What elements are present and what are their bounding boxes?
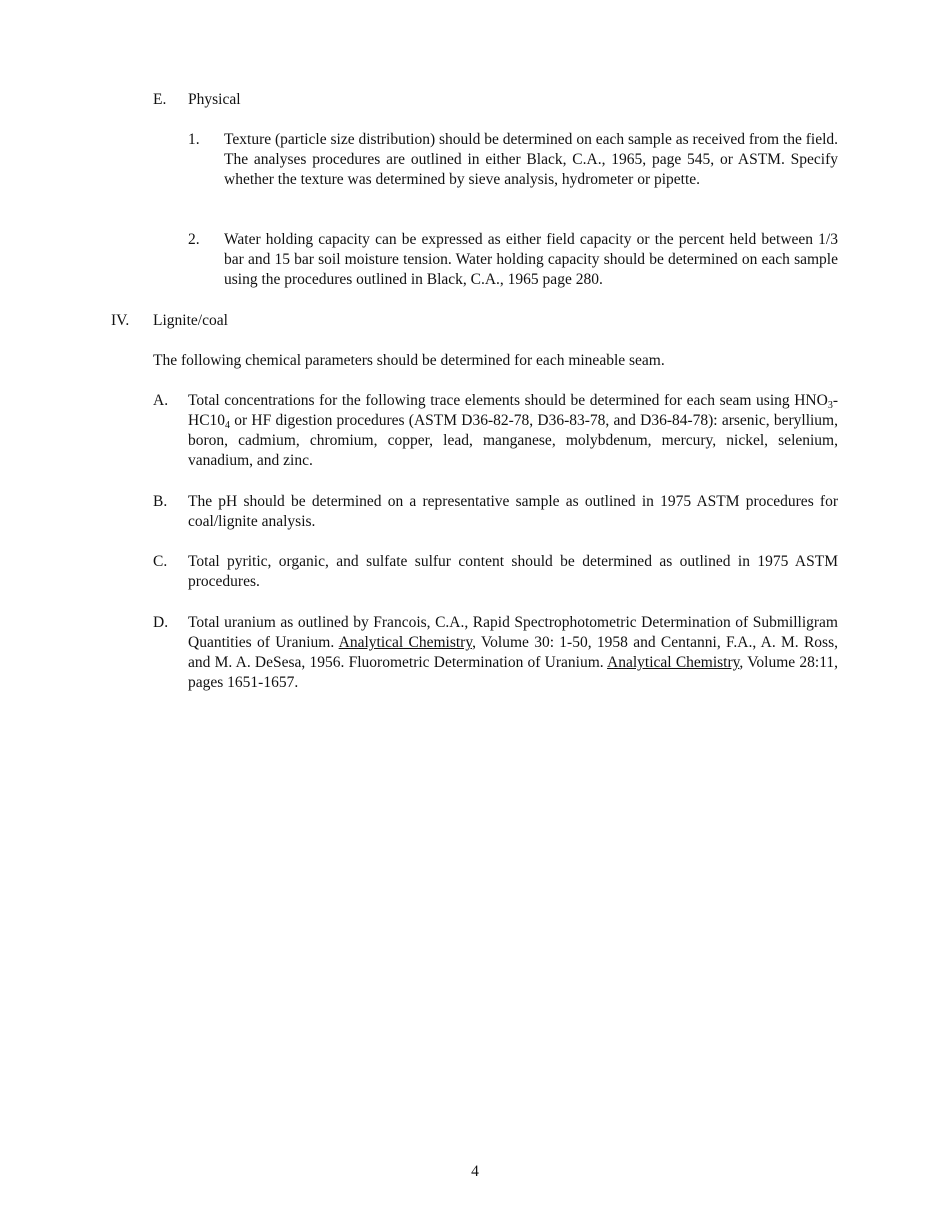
item-d-text-part-1: Total uranium as outlined by Francois, C.A., Rapid Spectrophotometric Determination of Submilligram Quantities of Uranium.	[188, 614, 838, 651]
section-iv-item-a-text	[188, 391, 838, 471]
page-number: 4	[471, 1163, 479, 1180]
section-e-item-2	[188, 230, 838, 290]
section-iv-item-a-label: A.	[153, 392, 169, 409]
section-iv-item-c-label: C.	[153, 553, 168, 570]
section-e-item-2-text: Water holding capacity can be expressed as either field capacity or the percent held between 1/3 bar and 15 bar soil moisture tension. Water holding capacity should be determined on each sample using the procedures outlined in Black, C.A., 1965 page 280.	[224, 231, 838, 288]
section-e-heading	[153, 90, 838, 110]
item-a-subscript-1: 3	[827, 400, 833, 411]
section-iv-item-d-label: D.	[153, 614, 169, 631]
item-d-text-part-2: , Volume 30: 1-50, 1958 and Centanni, F.A., A. M. Ross, and M. A. DeSesa, 1956. Fluorometric Determination of Uranium.	[188, 634, 838, 671]
item-a-text-part-2: -HC10	[188, 392, 838, 429]
section-iv-item-c	[153, 552, 838, 592]
section-iv-title: Lignite/coal	[153, 312, 228, 329]
item-d-text-part-3: , Volume 28:11, pages 1651-1657.	[188, 654, 839, 691]
section-e-item-2-label: 2.	[188, 231, 200, 248]
section-e-item-1	[188, 130, 838, 190]
section-iv-item-b	[153, 492, 838, 532]
item-a-subscript-2: 4	[225, 420, 231, 431]
section-e-title: Physical	[188, 91, 241, 108]
section-iv-heading	[111, 311, 838, 331]
section-iv-intro: The following chemical parameters should be determined for each mineable seam.	[153, 352, 665, 369]
item-a-text-part-1: Total concentrations for the following trace elements should be determined for each seam using HNO	[188, 392, 828, 409]
section-e-item-1-label: 1.	[188, 131, 200, 148]
section-iv-item-c-text: Total pyritic, organic, and sulfate sulfur content should be determined as outlined in 1975 ASTM procedures.	[188, 553, 838, 590]
section-iv-item-a	[153, 391, 838, 471]
item-d-journal-title-1: Analytical Chemistry	[338, 634, 473, 651]
section-e-item-1-text: Texture (particle size distribution) should be determined on each sample as received from the field. The analyses procedures are outlined in either Black, C.A., 1965, page 545, or ASTM. Specify whether the texture was determined by sieve analysis, hydrometer or pipette.	[224, 131, 838, 188]
section-iv-item-d	[153, 613, 838, 693]
section-iv-item-b-text: The pH should be determined on a representative sample as outlined in 1975 ASTM procedures for coal/lignite analysis.	[188, 493, 838, 530]
section-iv-item-d-text	[188, 613, 838, 693]
item-a-text-part-3: or HF digestion procedures (ASTM D36-82-78, D36-83-78, and D36-84-78): arsenic, beryllium, boron, cadmium, chromium, copper, lead, manganese, molybdenum, mercury, nickel, selenium, vanadium, and zinc.	[188, 412, 838, 469]
section-iv-item-b-label: B.	[153, 493, 168, 510]
section-iv-label: IV.	[111, 312, 130, 329]
section-e-label: E.	[153, 91, 167, 108]
item-d-journal-title-2: Analytical Chemistry	[607, 654, 740, 671]
